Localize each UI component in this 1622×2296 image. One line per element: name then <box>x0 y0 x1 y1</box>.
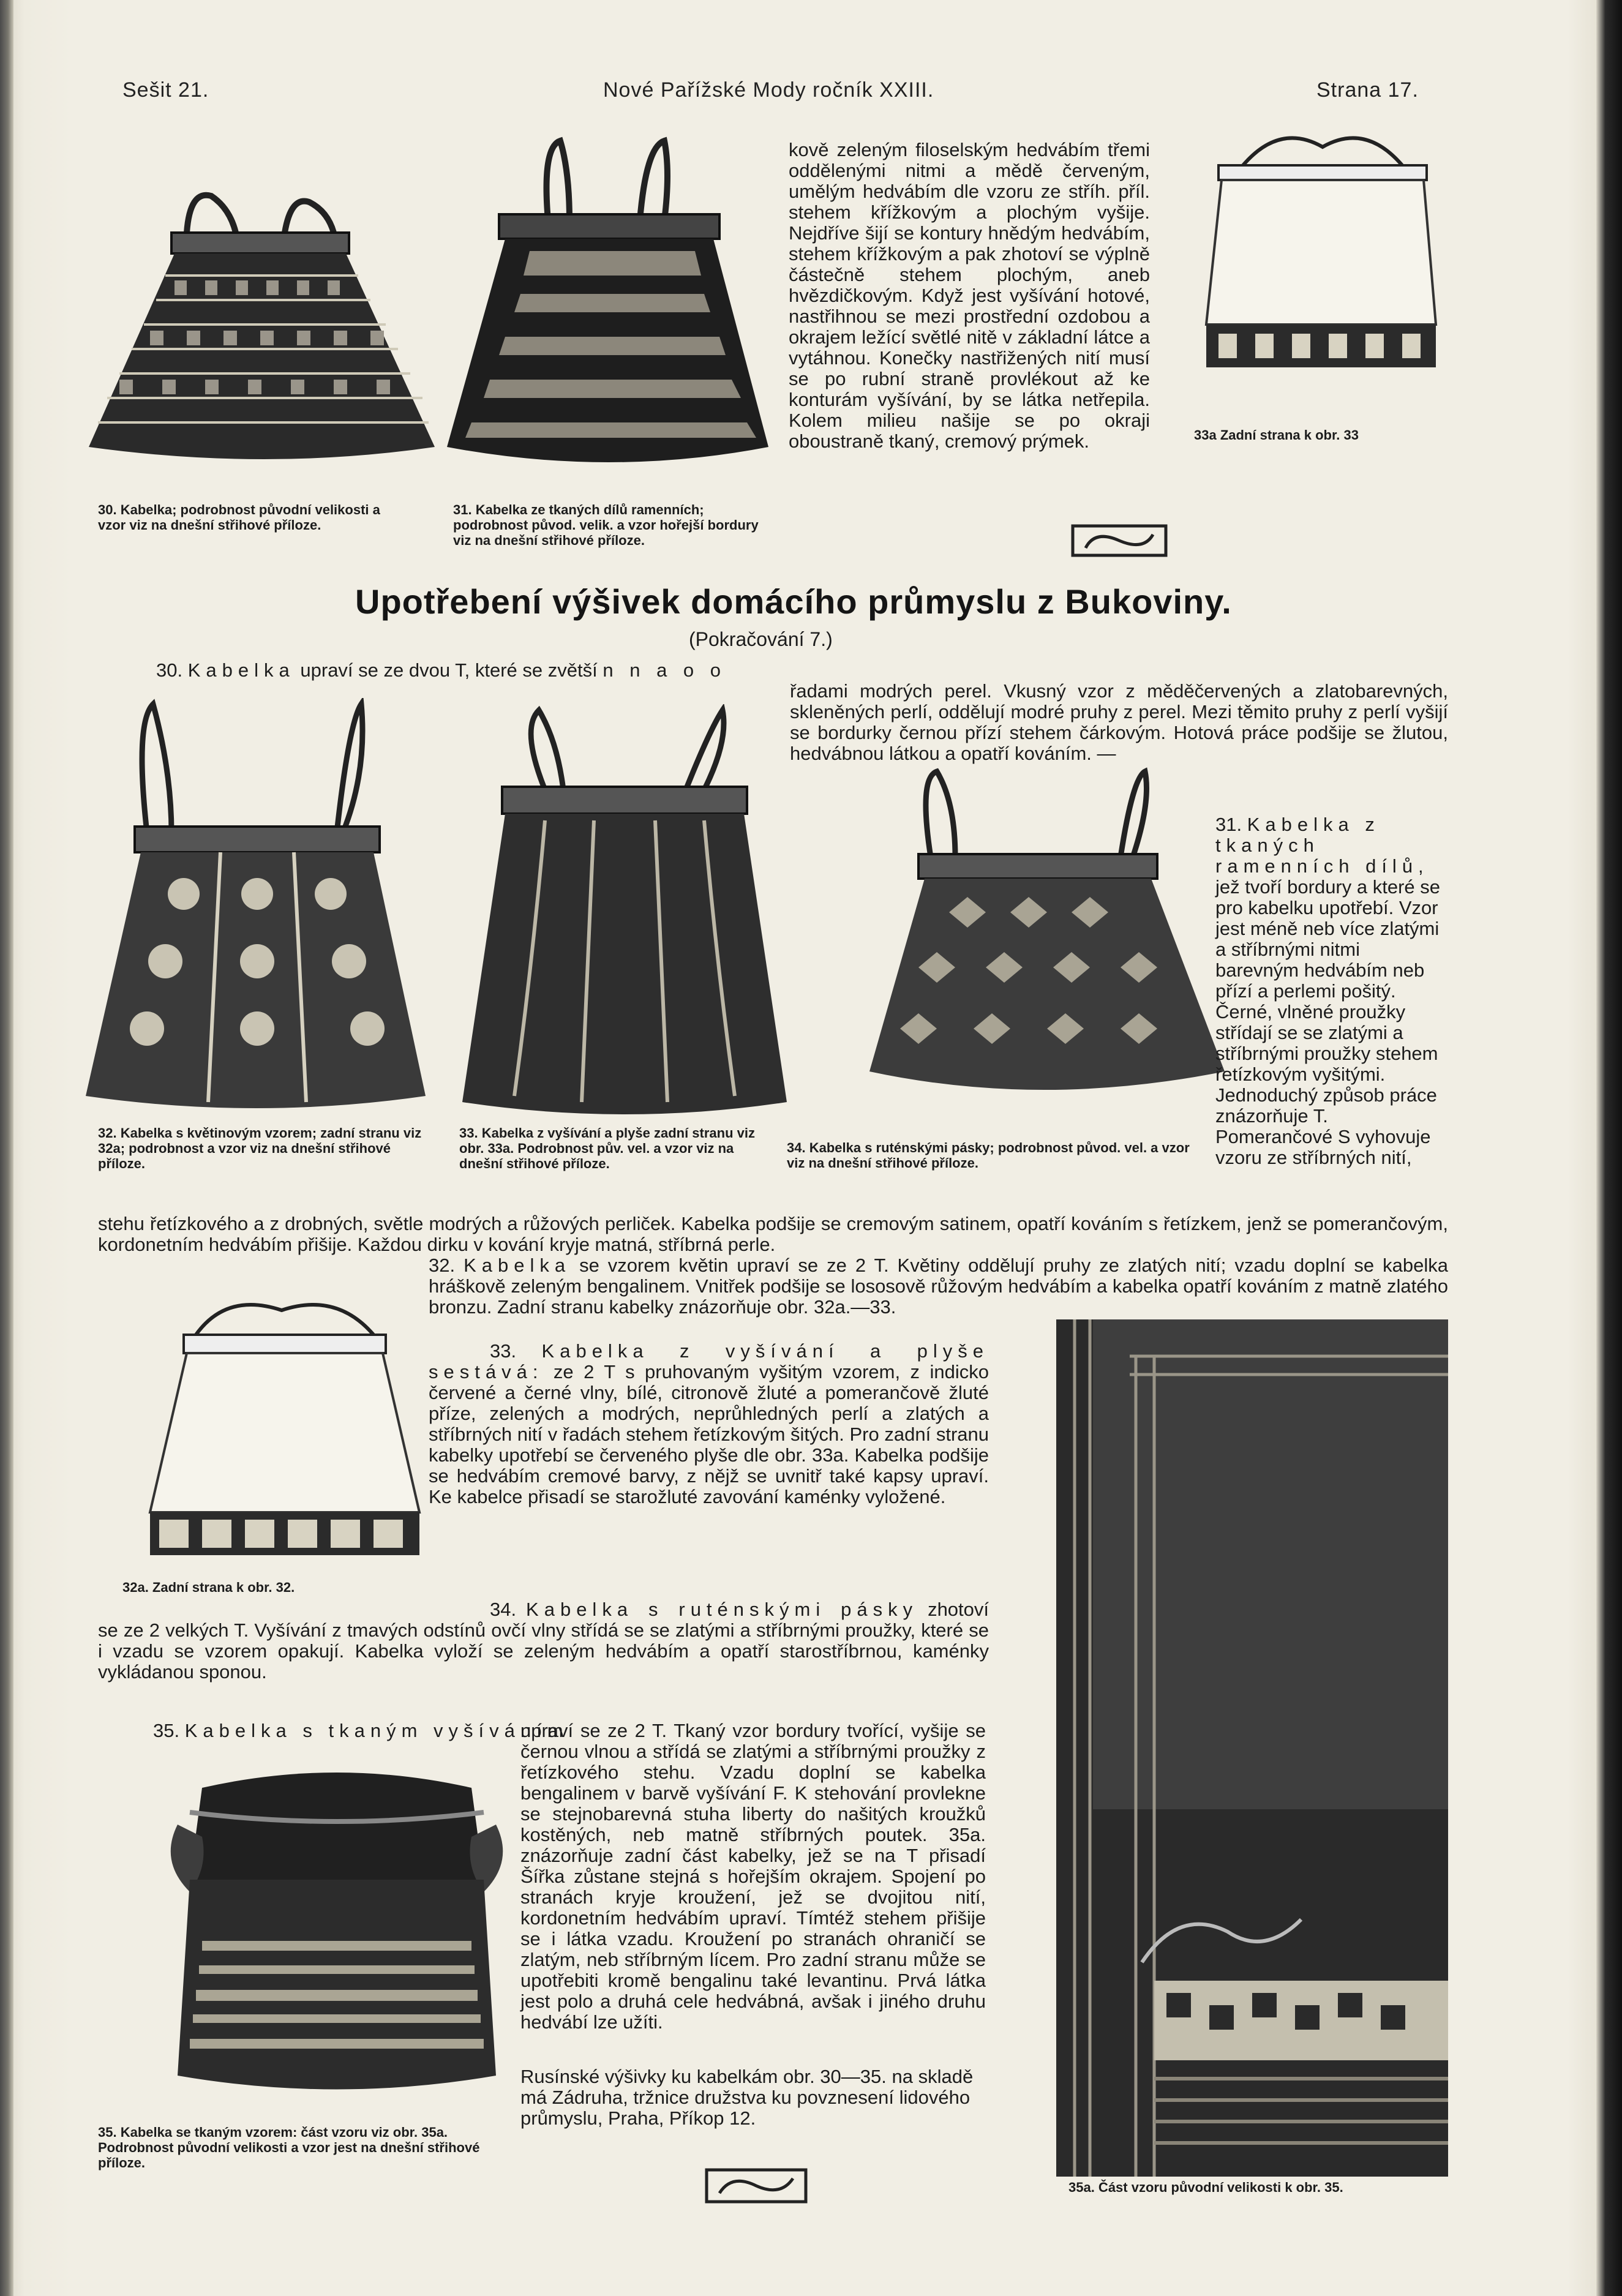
para-30-number: 30. <box>156 659 183 681</box>
para-33-number: 33. <box>490 1340 517 1362</box>
figure-30-handbag <box>83 184 444 478</box>
article-subtitle: (Pokračování 7.) <box>689 628 833 650</box>
figure-32-handbag <box>80 698 435 1114</box>
article-title: Upotřebení výšivek domácího průmyslu z Bukoviny. <box>355 582 1232 621</box>
caption-34: 34. Kabelka s ruténskými pásky; podrobnost původ. vel. a vzor viz na dnešní střihové příloze. <box>787 1140 1190 1171</box>
header-issue: Sešit 21. <box>122 78 209 102</box>
figure-34-handbag <box>857 765 1237 1120</box>
figure-35a-detail <box>1056 1319 1448 2177</box>
para-30-text: upraví se ze dvou T, které se zvětší <box>300 659 598 681</box>
caption-35a: 35a. Část vzoru původní velikosti k obr. 35. <box>1068 2180 1343 2195</box>
para-32 <box>429 1255 1448 1318</box>
caption-31: 31. Kabelka ze tkaných dílů ramenních; podrobnost původ. velik. a vzor hořejší bordury viz na dnešní střihové příloze. <box>453 502 759 548</box>
para-31-number: 31. <box>1215 814 1242 835</box>
section-ornament <box>1070 523 1168 558</box>
para-32-text: se vzorem květin upraví se ze 2 T. Květiny oddělují pruhy ze zlatých nití; vzadu doplní se kabelka hráškově zeleným bengalinem. Vnitřek podšije se lososově růžovým hedvábím a kabelka opatří kováním z matně zlatého bronzu. Zadní stranu kabelky znázorňuje obr. 32a.—33. <box>429 1255 1448 1318</box>
book-spine <box>0 0 13 2296</box>
figure-33a-back <box>1194 122 1457 386</box>
para-35-number: 35. <box>153 1720 180 1741</box>
end-ornament <box>704 2167 808 2204</box>
para-30-cont: řadami modrých perel. Vkusný vzor z měděčervených a zlatobarevných, skleněných perlí, oddělují modré pruhy z perel. Mezi těmito pruhy z perlí vyšijí se bordurky černou přízí stehem čárkovým. Hotová práce podšije se žlutou, hedvábnou látkou a opatří kováním. — <box>790 680 1448 764</box>
para-34-keyword: Kabelka s ruténskými pásky <box>526 1599 918 1620</box>
figure-32a-back <box>141 1286 429 1574</box>
para-35-text: upraví se ze 2 T. Tkaný vzor bordury tvořící, vyšije se černou vlnou a střídá se zlatými a stříbrnými proužky z řetízkového stehu. Vzadu doplní se kabelka bengalinem v barvě vyšívání F. K stehování provlekne se stejnobarevná stuha liberty do našitých kroužků kostěných, neb matně stříbrných poutek. 35a. znázorňuje zadní část kabelky, jež se na T přisadí Šířka zůstane stejná s hořejším okrajem. Spojení po stranách kryje kroužení, jež se dvojitou nití, kordonetním hedvábím upraví. Tímtéž stehem přišije se i látka vzadu. Kroužení po stranách ohraničí se zlatým, neb stříbrným lícem. Pro zadní stranu může se upotřebiti kromě bengalinu také levantinu. Prvá látka jest polo a druhá cele hedvábná, avšak i jiného druhu hedvábí lze užíti. <box>520 1720 986 2033</box>
para-30-lead <box>156 660 1448 681</box>
para-31 <box>1215 814 1448 1168</box>
para-31-text: jež tvoří bordury a které se pro kabelku upotřebí. Vzor jest méně neb více zlatými a stříbrnými nitmi barevným hedvábím neb přízí a perlemi pošitý. Černé, vlněné proužky střídají se se zlatými a stříbrnými proužky stehem řetízkovým vyšitými. Jednoduchý způsob práce znázorňuje T. Pomerančové S vyhovuje vzoru ze stříbrných nití, <box>1215 876 1440 1168</box>
caption-33: 33. Kabelka z vyšívání a plyše zadní stranu viz obr. 33a. Podrobnost pův. vel. a vzor viz na dnešní střihové příloze. <box>459 1125 756 1171</box>
intro-text: kově zeleným filoselským hedvábím třemi oddělenými nitmi a mědě červeným, umělým hedvábím dle vzoru ze stříh. příl. stehem křížkovým a plochým vyšije. Nejdříve šijí se kontury hnědým hedvábím, stehem křížkovým a pak zhotoví se výplně částečně stehem plochým, aneb hvězdičkovým. Když jest vyšívání hotové, nastřihnou se mezi prostřední ozdobou a okrajem ležící světlé nitě v základní látce a vytáhnou. Konečky nastřižených nití musí se po rubní straně provlékout až ke konturám vyšívání, by se látka netřepila. Kolem milieu našije se po okraji oboustraně tkaný, cremový prýmek. <box>789 139 1150 452</box>
para-33-keyword: Kabelka z vyšívání a plyše sestává: <box>429 1340 989 1382</box>
page-edge <box>1596 0 1622 2296</box>
header-journal: Nové Pařížské Mody ročník XXIII. <box>603 78 934 102</box>
caption-35: 35. Kabelka se tkaným vzorem: část vzoru viz obr. 35a. Podrobnost původní velikosti a vzor jest na dnešní střihové příloze. <box>98 2125 480 2170</box>
para-34-text: zhotoví se ze 2 velkých T. Vyšívání z tmavých odstínů ovčí vlny střídá se se zlatými a stříbrnými proužky, které se i vzadu se vzorem opakují. Kabelka vyloží se zeleným hedvábím a opatří starostříbrnou, kaménky vykládanou sponou. <box>98 1599 989 1683</box>
closing-note: Rusínské výšivky ku kabelkám obr. 30—35. na skladě má Zádruha, tržnice družstva ku povznesení lidového průmyslu, Praha, Příkop 12. <box>520 2066 974 2129</box>
para-30-keyword: Kabelka <box>187 659 295 681</box>
para-33 <box>429 1341 989 1507</box>
caption-32: 32. Kabelka s květinovým vzorem; zadní stranu viz 32a; podrobnost a vzor viz na dnešní střihové příloze. <box>98 1125 422 1171</box>
caption-32a: 32a. Zadní strana k obr. 32. <box>122 1580 295 1595</box>
para-31-cont: stehu řetízkového a z drobných, světle modrých a růžových perliček. Kabelka podšije se cremovým satinem, opatří kováním s řetízkem, jenž se pomerančovým, kordonetním hedvábím přišije. Každou dirku v kování kryje matná, stříbrná perle. <box>98 1213 1448 1255</box>
figure-33-handbag <box>453 704 796 1120</box>
caption-30: 30. Kabelka; podrobnost původní velikosti a vzor viz na dnešní střihové příloze. <box>98 502 380 533</box>
para-34-number: 34. <box>490 1599 517 1620</box>
header-page: Strana 17. <box>1316 78 1419 102</box>
caption-33a: 33a Zadní strana k obr. 33 <box>1194 427 1359 443</box>
para-30-spaced: n n a o o <box>603 659 727 681</box>
para-33-text: ze 2 T s pruhovaným vyšitým vzorem, z indicko červené a černé vlny, bílé, citronově žluté a pomerančově žluté příze, zelených a modrých, neprůhledných perlí a zlatých a stříbrných nití v řadách stehem řetízkovým šitých. Pro zadní stranu kabelky upotřebí se červeného plyše dle obr. 33a. Kabelka podšije se hedvábím cremové barvy, z nějž se uvnitř také kapsy upraví. Ke kabelce přisadí se starožluté zavování kaménky vyložené. <box>429 1361 989 1507</box>
figure-31-handbag <box>438 135 781 502</box>
para-31-keyword: Kabelka z tkaných ramenních dílů, <box>1215 814 1429 877</box>
para-34 <box>98 1599 989 1683</box>
figure-35-handbag <box>165 1745 508 2106</box>
para-35-keyword: Kabelka s tkaným vyšíváním <box>184 1720 569 1741</box>
para-32-keyword: Kabelka <box>464 1255 571 1276</box>
para-32-number: 32. <box>429 1255 456 1276</box>
